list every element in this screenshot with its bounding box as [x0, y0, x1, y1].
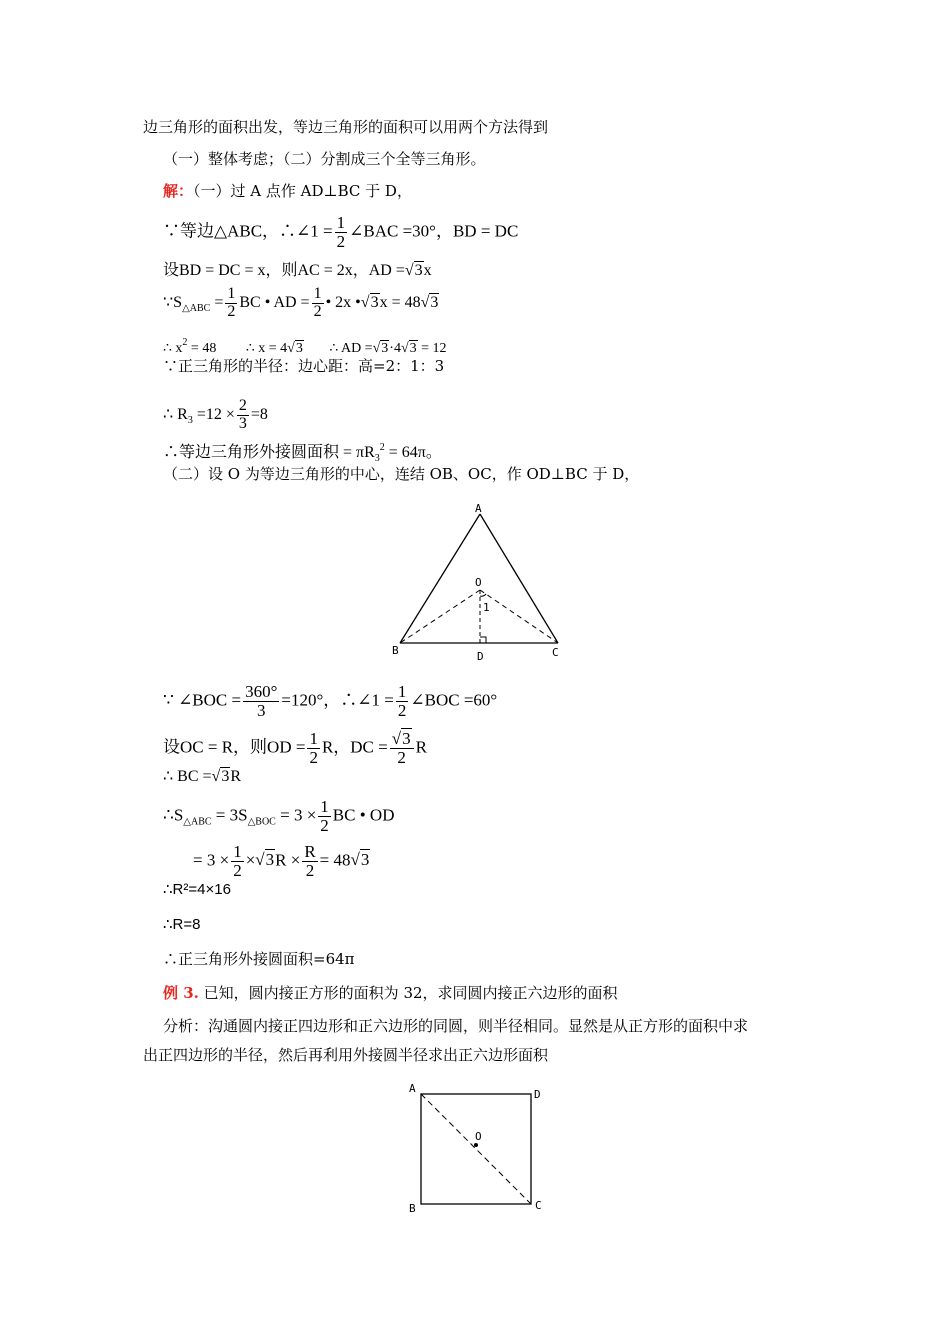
area-result-line: ∴正三角形外接圆面积=64π: [163, 950, 355, 968]
r-squared-line: ∴R²=4×16: [163, 881, 231, 898]
equation-area-value: = 3 × $\frac{1}{2}$ ×√3R × $\frac{R}{2}$ = 48√3: [193, 842, 370, 880]
angle-mark: [480, 594, 486, 596]
equation-angle1: ∵等边△ABC，∴∠1 = $\frac{1}{2}$ ∠BAC =30°，BD = DC: [163, 213, 519, 251]
equation-boc: ∵ ∠BOC = $\frac{360^\circ}{3}$ =120°，∴∠1 = $\frac{1}{2}$ ∠BOC =60°: [163, 682, 498, 720]
equation-set-x: 设BD = DC = x，则AC = 2x，AD =√3x: [163, 262, 432, 279]
example-3-label: 例 3.: [163, 984, 199, 1002]
label-o: O: [475, 1130, 482, 1143]
label-a: A: [409, 1082, 416, 1095]
label-a: A: [475, 502, 482, 515]
paragraph-intro: 边三角形的面积出发，等边三角形的面积可以用两个方法得到: [143, 118, 549, 136]
fraction: $\frac{1}{2}$: [336, 213, 346, 251]
square-figure: [400, 1078, 560, 1218]
diagonal-ac: [421, 1094, 531, 1204]
label-o: O: [475, 576, 482, 589]
label-d: D: [477, 650, 484, 663]
segment-oc: [480, 590, 558, 643]
right-angle-mark: [480, 637, 486, 643]
edge-ac: [480, 514, 558, 643]
r-line: ∴R=8: [163, 916, 201, 933]
equation-r3: ∴ $R_3 =12$ × $\frac{2}{3}$ =8: [163, 397, 268, 432]
triangle-figure: [380, 498, 580, 668]
paragraph-method2: （二）设 O 为等边三角形的中心，连结 OB、OC，作 OD⊥BC 于 D，: [163, 465, 640, 483]
solution-heading: 解：（一）过 A 点作 AD⊥BC 于 D，: [163, 182, 412, 200]
equation-solve-x: ∴ $x^2 = 48$ ∴ x = 4√3 ∴ AD =√3·4√3 = 12: [163, 337, 447, 356]
ratio-line: ∵正三角形的半径：边心距：高=2：1：3: [163, 357, 445, 375]
analysis-line-1: 分析：沟通圆内接正四边形和正六边形的同圆，则半径相同。显然是从正方形的面积中求: [163, 1017, 749, 1035]
label-b: B: [392, 644, 399, 657]
segment-ob: [400, 590, 480, 643]
equation-bc: ∴ BC =√3R: [163, 768, 241, 785]
example-3-heading: 例 3. 已知，圆内接正方形的面积为 32，求同圆内接正六边形的面积: [163, 984, 618, 1002]
label-b: B: [409, 1202, 416, 1215]
equation-area-abc: $\because S_{\triangle ABC}$ = $\frac{1}{2}$ BC • AD = $\frac{1}{2}$ • 2x •√3x = 48√3: [163, 285, 439, 320]
center-o: [474, 1143, 478, 1147]
analysis-line-2: 出正四边形的半径，然后再利用外接圆半径求出正六边形面积: [143, 1046, 549, 1064]
equation-area-split: $\therefore S_{\triangle ABC} = 3S_{\triangle BOC} = 3$ × $\frac{1}{2}$ BC • OD: [163, 797, 395, 835]
label-c: C: [535, 1199, 542, 1212]
equation-set-r: 设OC = R，则OD = $\frac{1}{2}$ R，DC = $\frac{√3}{2}$ R: [163, 729, 427, 767]
paragraph-methods: （一）整体考虑；（二）分割成三个全等三角形。: [163, 150, 486, 168]
solution-label: 解：: [163, 182, 194, 200]
edge-ab: [400, 514, 480, 643]
label-c: C: [552, 646, 559, 659]
label-angle-1: 1: [483, 601, 490, 614]
equation-circle-area: ∴等边三角形外接圆面积 = $\pi R_3^2 = 64\pi$。: [163, 442, 442, 464]
label-d: D: [534, 1088, 541, 1101]
